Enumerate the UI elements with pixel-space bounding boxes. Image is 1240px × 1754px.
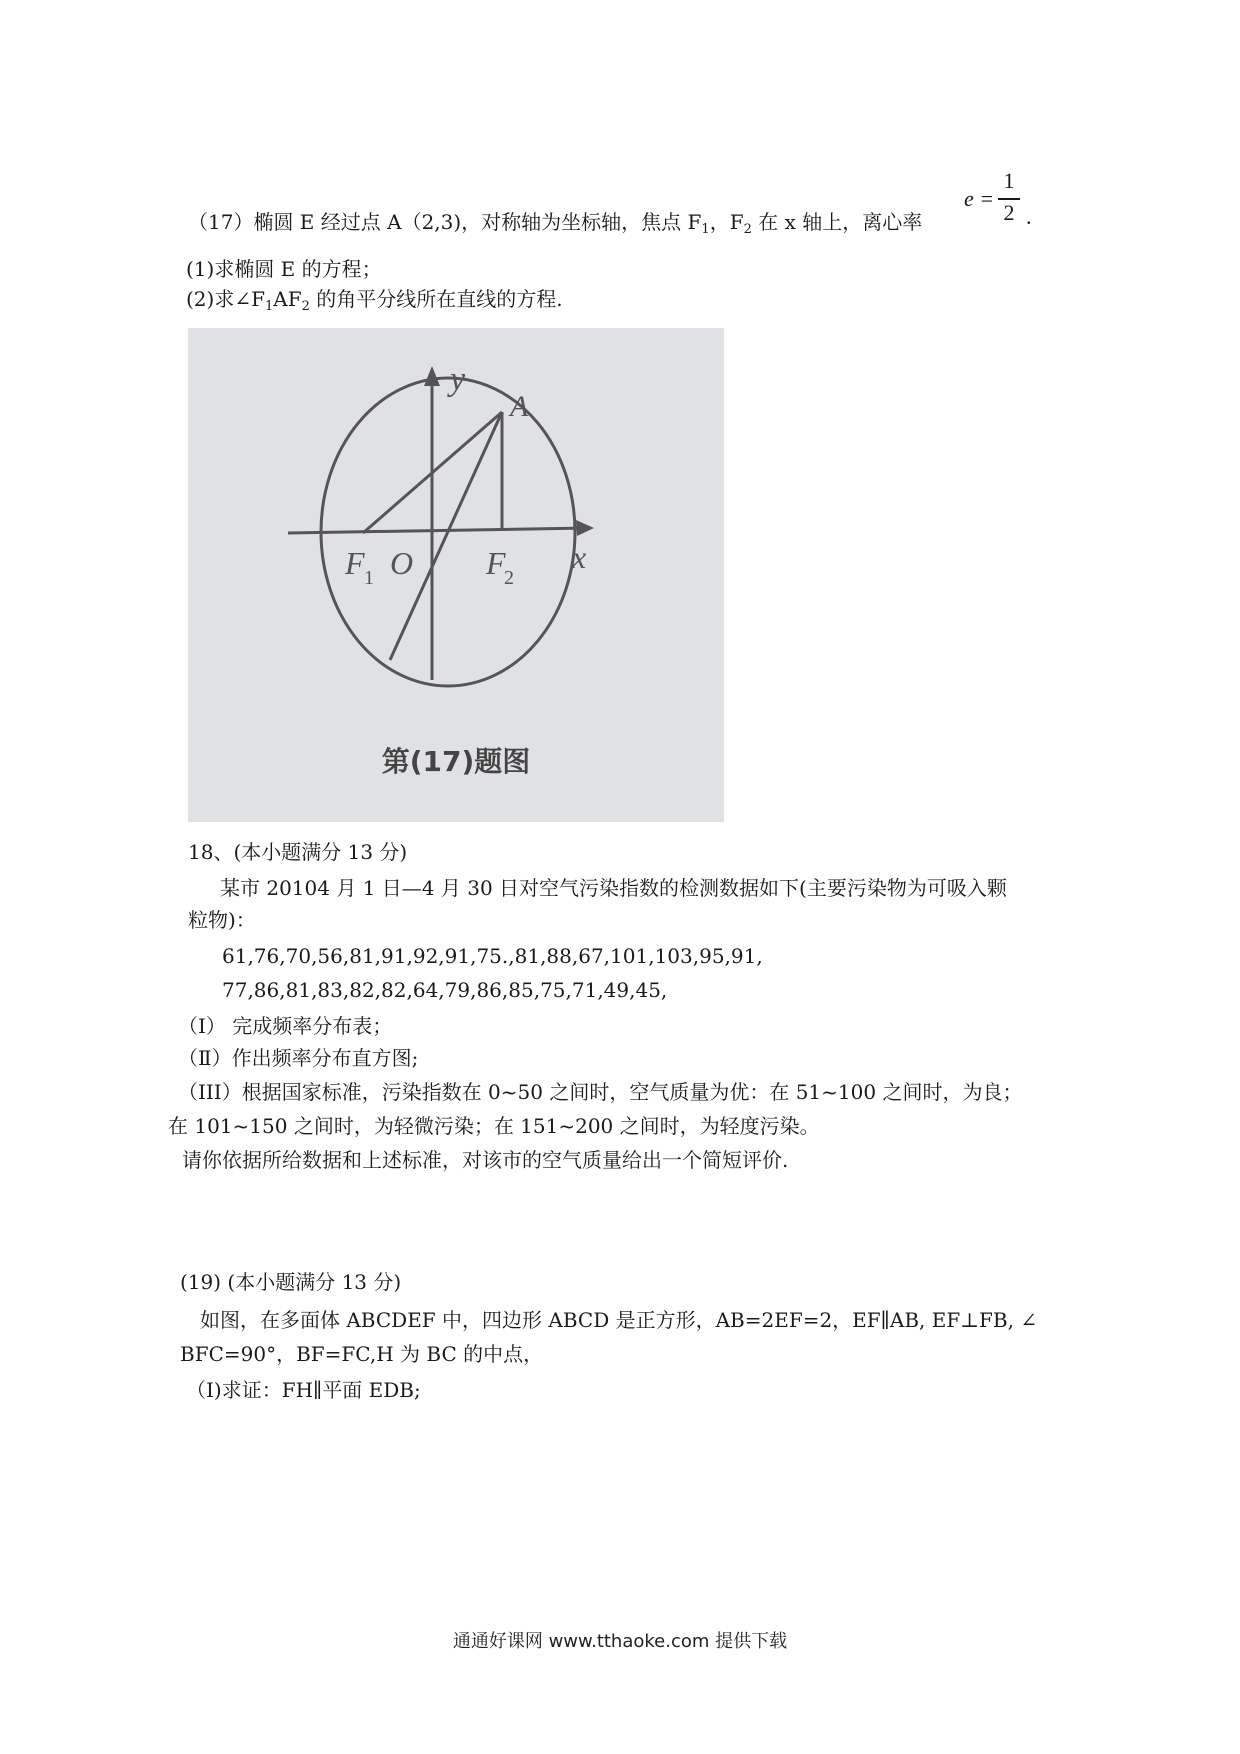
fraction-numerator: 1 xyxy=(1003,168,1015,193)
q18-header: 18、(本小题满分 13 分) xyxy=(188,840,408,864)
q17-part2-suffix: 的角平分线所在直线的方程. xyxy=(309,287,563,311)
f1-subscript: 1 xyxy=(364,567,374,589)
q19-header: (19) (本小题满分 13 分) xyxy=(180,1270,402,1294)
q17-part2-sub1: 1 xyxy=(264,299,274,314)
q19-part-1: （Ⅰ)求证：FH∥平面 EDB; xyxy=(186,1378,421,1402)
e-label: e = xyxy=(964,186,995,211)
x-axis-label: x xyxy=(572,539,587,575)
f2-label: F xyxy=(486,545,506,581)
q19-line-1: 如图，在多面体 ABCDEF 中，四边形 ABCD 是正方形，AB=2EF=2，EF∥AB, EF⊥FB, ∠ xyxy=(200,1308,1038,1332)
q17-part2-mid: AF xyxy=(273,287,302,311)
fraction-denominator: 2 xyxy=(1003,200,1015,225)
point-a-label: A xyxy=(510,390,529,423)
q18-intro-line-1: 某市 20104 月 1 日—4 月 30 日对空气污染指数的检测数据如下(主要污染物为可吸入颗 xyxy=(220,876,1007,900)
q17-stem-text: （17）椭圆 E 经过点 A（2,3)，对称轴为坐标轴，焦点 F xyxy=(188,210,702,234)
e-period: . xyxy=(1026,204,1032,229)
q18-data-line-1: 61,76,70,56,81,91,92,91,75.,81,88,67,101,103,95,91, xyxy=(222,944,763,968)
q17-stem xyxy=(188,208,922,244)
fraction xyxy=(998,168,1020,234)
q17-part-2 xyxy=(186,285,563,321)
ellipse-figure xyxy=(188,328,724,822)
q17-sub-1: 1 xyxy=(701,222,710,237)
q18-part-3-line-3: 请你依据所给数据和上述标准，对该市的空气质量给出一个简短评价. xyxy=(182,1148,789,1172)
q18-part-3-line-1: （III）根据国家标准，污染指数在 0~50 之间时，空气质量为优：在 51~100 之间时，为良； xyxy=(178,1080,1023,1104)
f1-label: F xyxy=(345,545,365,581)
q17-sub-2: 2 xyxy=(743,222,752,237)
angle-bisector-line xyxy=(390,412,502,660)
q17-stem-suffix: 在 x 轴上，离心率 xyxy=(751,210,923,234)
q17-part-1: (1)求椭圆 E 的方程； xyxy=(186,257,382,281)
q18-intro-line-2: 粒物)： xyxy=(188,908,256,932)
x-axis xyxy=(288,528,588,533)
y-axis-arrow xyxy=(424,366,440,386)
x-axis-arrow xyxy=(576,520,594,536)
q18-part-3-line-2: 在 101~150 之间时，为轻微污染；在 151~200 之间时，为轻度污染。 xyxy=(168,1114,820,1138)
q18-part-1: （Ⅰ） 完成频率分布表； xyxy=(178,1014,393,1038)
q17-part2-sub2: 2 xyxy=(301,299,310,314)
q19-line-2: BFC=90°，BF=FC,H 为 BC 的中点， xyxy=(180,1342,544,1366)
y-axis-label: y xyxy=(450,361,466,398)
f2-subscript: 2 xyxy=(504,567,514,589)
q18-part-2: （Ⅱ）作出频率分布直方图; xyxy=(178,1046,419,1070)
page-footer: 通通好课网 www.tthaoke.com 提供下载 xyxy=(452,1631,788,1652)
figure-caption: 第(17)题图 xyxy=(381,745,531,778)
eccentricity-formula xyxy=(964,168,1034,234)
origin-label: O xyxy=(390,545,414,581)
q18-data-line-2: 77,86,81,83,82,82,64,79,86,85,75,71,49,45, xyxy=(222,978,668,1002)
q17-stem-mid: ，F xyxy=(709,210,744,234)
q17-part2-prefix: (2)求∠F xyxy=(186,287,265,311)
ellipse-diagram xyxy=(188,328,724,728)
